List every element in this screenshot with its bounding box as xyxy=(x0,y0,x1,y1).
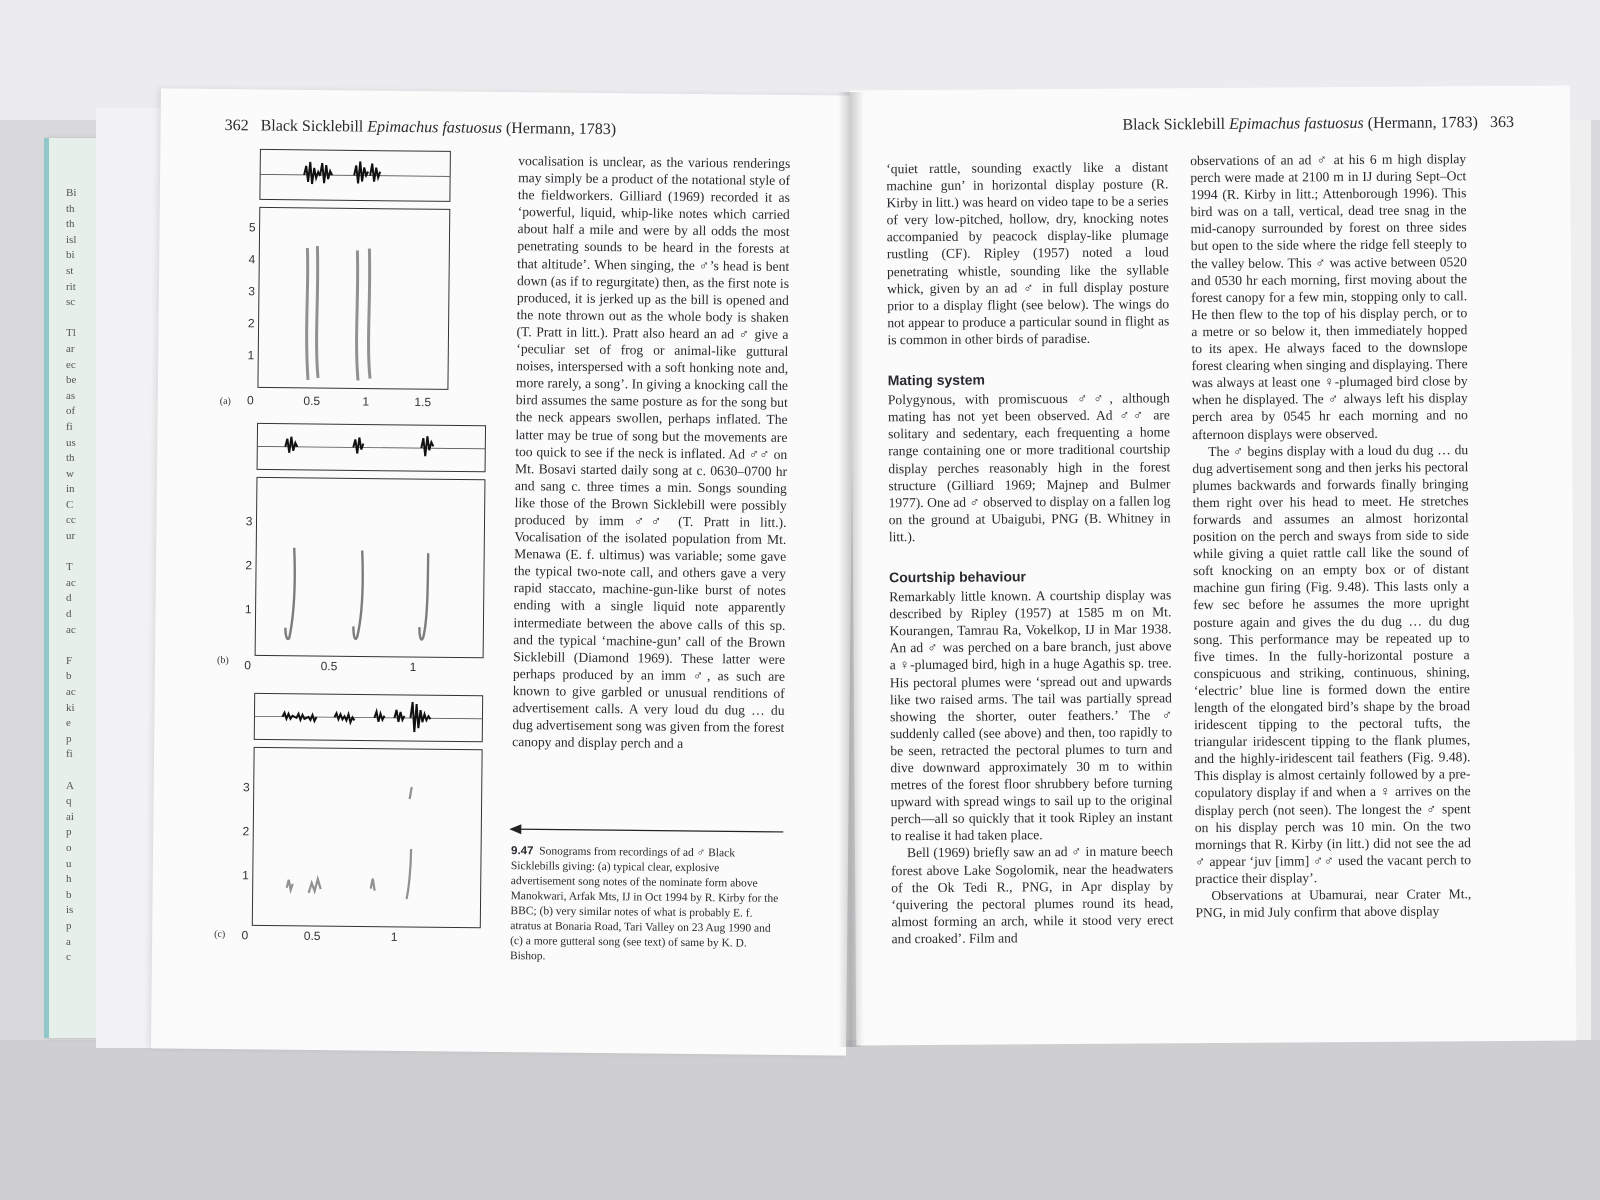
book-gutter-shadow xyxy=(838,92,864,1047)
right-col2-paragraph: Observations at Ubamurai, near Crater Mt., PNG, in mid July confirm that above display xyxy=(1195,886,1472,921)
panel-b-y-tick: 0 xyxy=(244,658,252,673)
figure-caption xyxy=(510,844,781,967)
panel-c-y-tick: 0 xyxy=(241,928,249,943)
mating-paragraph: Polygynous, with promiscuous ♂♂, although mating has not yet been observed. Ad ♂♂ are solitary and sedentary, each frequenting a home range containing one or more traditional courtship display perches reasonably high in the forest structure (Gilliard 1969; Majnep and Bulmer 1977). One ad ♂ observed to display on a fallen log on the ground at Ubaigubi, PNG (B. Whitney in litt.). xyxy=(887,390,1171,545)
courtship-paragraph: Remarkably little known. A courtship display was described by Ripley (1957) at 1585 m on Mt. Kourangen, Tamrau Ra, Vokelkop, IJ in Mar 1938. An ad ♂ was perched on a bare branch, just above a ♀-plumaged bird, high in a huge Agathis sp. tree. His pectoral plumes were ‘spread out and upwards like two raised arms. The tail was partially spread showing the shorter, outer feathers.’ The ♂ suddenly called (see above) and then, too rapidly to be seen, retracted the pectoral plumes to turn and dive downward approximately 30 m to within metres of the forest floor shrubbery before turning upward with spread wings to sail up to the original perch—all so quickly that it took Ripley an instant to realise it had taken place. xyxy=(889,587,1173,844)
heading-courtship-behaviour: Courtship behaviour xyxy=(889,568,1027,586)
header-authority: (Hermann, 1783) xyxy=(505,120,617,139)
figure-pointer-arrow xyxy=(507,822,787,839)
panel-b-x-tick: 1 xyxy=(409,660,417,675)
panel-b-traces xyxy=(285,548,428,641)
right-column-1 xyxy=(886,158,1173,947)
panel-b-y-tick: 1 xyxy=(244,602,252,617)
sonogram-figure xyxy=(212,147,501,970)
caption-text: Sonograms from recordings of ad ♂ Black Sicklebills giving: (a) typical clear, explosive advertisement song notes of the nominate form above Manokwari, Arfak Mts, IJ in Oct 1994 by R. Kirby for the BBC; (b) very similar notes of what is probably E. f. atratus at Bonaria Road, Tari Valley on 23 Aug 1990 and (c) a more gutteral song (see text) of same by K. D. Bishop. xyxy=(509,845,779,963)
page-number: 362 xyxy=(224,117,249,135)
panel-c-x-tick: 1 xyxy=(390,929,398,944)
panel-b xyxy=(217,423,486,675)
panel-c-label: (c) xyxy=(214,928,226,941)
sonogram-svg xyxy=(212,147,501,970)
panel-c-traces xyxy=(287,786,412,899)
left-page xyxy=(151,88,856,1055)
panel-c-y-tick: 1 xyxy=(242,868,249,883)
right-running-head xyxy=(1122,114,1514,135)
header-title: Black Sicklebill xyxy=(260,117,364,136)
right-column-2 xyxy=(1190,150,1471,921)
panel-b-y-tick: 3 xyxy=(245,514,253,529)
panel-c-spectrogram-box xyxy=(252,747,482,927)
panel-a-spectrogram-box xyxy=(258,207,450,389)
panel-c-y-tick: 2 xyxy=(242,824,250,839)
panel-a-y-tick: 5 xyxy=(248,220,256,235)
panel-a-waveform xyxy=(304,161,380,185)
panel-c-y-tick: 3 xyxy=(242,780,250,795)
right-col2-paragraph: observations of an ad ♂ at his 6 m high display perch were made at 2100 m in IJ during Sept–Oct 1994 (R. Kirby in litt.; Attenborough 1996). This bird was on a tall, vertical, dead tree snag in the mid-canopy surrounded by forest on three sides but open to the side where the ridge fell steeply to the valley below. This ♂ was active between 0520 and 0530 hr each morning, first moving about the forest canopy for a few min, stopping only to call. He then flew to the top of his display perch, or to a metre or so below it, then immediately hopped to its apex. He always faced to the downslope forest clearing when singing and displaying. There was always at least one ♀-plumaged bird close by when he displayed. The ♂ always left his display perch area by 0545 hr each morning and no afternoon displays were observed. xyxy=(1190,151,1469,442)
panel-a-x-tick: 1 xyxy=(362,394,370,409)
left-body-column xyxy=(512,152,790,753)
left-running-head xyxy=(225,117,617,139)
cover-fragment-text: Bi th th isl bi st rit sc Tl ar ec be as of fi us th w in C cc ur T ac d d ac F b ac ki e p fi A q ai p o u h b is p a c xyxy=(66,187,77,964)
heading-mating-system: Mating system xyxy=(887,371,986,389)
panel-a-y-tick: 2 xyxy=(247,316,255,331)
panel-a-x-tick: 1.5 xyxy=(414,395,432,410)
right-col2-paragraph: The ♂ begins display with a loud du dug … du dug advertisement song and then jerks his pectoral plumes backwards and forwards finally bringing them right over his head to meet. He stretches forwards and assumes an almost horizontal position on the perch and sways from side to side while giving a quiet rattle call like the sound of soft knocking on an empty box or of distant machine gun firing (Fig. 9.48). This lasts only a few sec before he assumes the more upright posture again and gives the du dug … du dug song. This performance may be repeated up to five times. In the fully-horizontal posture a conspicuous and striking, continuous, shining, ‘electric’ blue line is formed down the entire length of the elongated bird’s shape by the broad iridescent tipping to the pectoral tufts, the triangular iridescent tipping to the flank plumes, and the highly-iridescent tail feathers (Fig. 9.48). This display is almost certainly followed by a pre-copulatory display if and when a ♀ arrives on the display perch (not seen). The longest the ♂ spent on his display perch was 10 min. On the two mornings that R. Kirby (in litt.) did not see the ad ♂ appear ‘juv [imm] ♂♂ used the vacant perch to practice their display’. xyxy=(1192,441,1472,887)
page-number: 363 xyxy=(1489,113,1514,132)
panel-a-label: (a) xyxy=(219,396,231,408)
panel-a-y-tick: 4 xyxy=(248,252,256,267)
caption-number: 9.47 xyxy=(511,845,534,858)
panel-c xyxy=(214,693,483,945)
right-col1-paragraph: ‘quiet rattle, sounding exactly like a distant machine gun’ in horizontal display posture (R. Kirby in litt.) was heard on video tape to be a series of very low-pitched, hollow, dry, knocking notes accompanied by peacock display-like plumage rustling (CF). Ripley (1957) noted a loud penetrating whistle, sounding like the syllable whick, given by an ad ♂ in full display posture prior to a display flight (see below). The wings do not appear to produce a particular sound in flight as is common in other birds of paradise. xyxy=(886,159,1170,348)
background-table xyxy=(0,1040,1600,1200)
panel-a-y-tick: 0 xyxy=(247,393,254,408)
panel-b-x-tick: 0.5 xyxy=(320,659,338,674)
courtship-paragraph: Bell (1969) briefly saw an ad ♂ in mature beech forest above Lake Sogolomik, near the headwaters of the Ok Tedi R., PNG, in Apr display by ‘quivering the pectoral plumes round its head, almost forming an arch, while it stood very erect and croaked’. Film and xyxy=(891,843,1174,947)
header-authority: (Hermann, 1783) xyxy=(1367,114,1478,132)
header-species: Epimachus fastuosus xyxy=(1229,114,1364,133)
panel-a-x-tick: 0.5 xyxy=(303,393,321,409)
panel-b-waveform xyxy=(285,435,433,457)
panel-b-y-tick: 2 xyxy=(245,558,253,573)
panel-a-traces xyxy=(306,246,371,381)
panel-c-x-tick: 0.5 xyxy=(303,928,321,944)
left-column-paragraph: vocalisation is unclear, as the various renderings may simply be a product of the notational style of the fieldworkers. Gilliard (1969) recorded it as ‘powerful, liquid, whip-like notes which carried about half a mile and were by all odds the most penetrating sounds to be heard in the forests at that altitude’. When singing, the ♂’s head is bent down (as if to regurgitate) then, as the first note is produced, it is jerked up as the bill is opened and the note thrown out as the whole body is shaken (T. Pratt in litt.). Pratt also heard an ad ♂ give a ‘peculiar set of frog or animal-like guttural noises, interspersed with a soft honking note and, more rarely, a song’. In giving a knocking call the bird assumes the same posture as for the song but the neck appears swollen, perhaps inflated. The latter may be true of song but the movements are too quick to see if the neck is inflated. Ad ♂♂ on Mt. Bosavi started daily song at c. 0630–0700 hr and sang c. three times a min. Songs sounding like those of the Brown Sicklebill were possibly produced by imm ♂♂ (T. Pratt in litt.). Vocalisation of the isolated population from Mt. Menawa (E. f. ultimus) was variable; some gave the typical two-note call, and others gave a very rapid staccato, machine-gun-like burst of notes ending with a single liquid note apparently intermediate between the above calls of this sp. and the typical ‘machine-gun’ call of the Brown Sicklebill (Diamond 1969). These latter were perhaps produced by an imm ♂, as such are known to give garbled or unusual renditions of advertisement calls. A very loud du dug … du dug advertisement song was given from the forest canopy and display perch and a xyxy=(512,153,791,752)
panel-a-y-tick: 3 xyxy=(248,284,255,299)
header-title: Black Sicklebill xyxy=(1122,115,1226,134)
panel-c-waveform xyxy=(282,701,430,733)
panel-b-label: (b) xyxy=(216,655,229,667)
right-page xyxy=(850,85,1577,1045)
header-species: Epimachus fastuosus xyxy=(367,118,503,137)
panel-a xyxy=(220,149,451,409)
panel-a-y-tick: 1 xyxy=(247,348,255,363)
